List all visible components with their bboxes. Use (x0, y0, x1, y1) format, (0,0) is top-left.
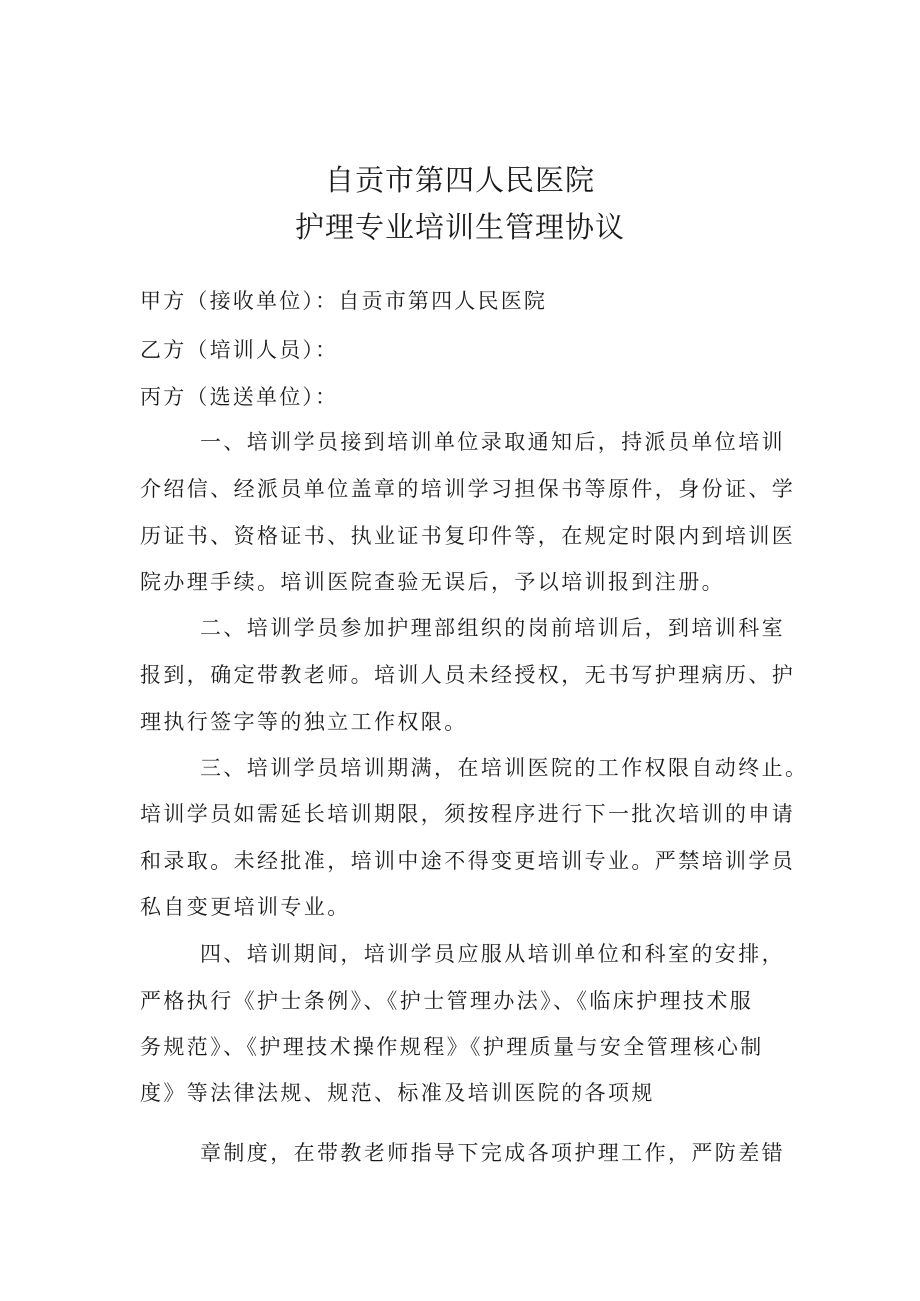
document-title-hospital: 自贡市第四人民医院 (324, 163, 595, 197)
party-c-line: 丙方（选送单位）： (140, 385, 339, 409)
clause-4-line-2: 严格执行《护士条例》、《护士管理办法》、《临床护理技术服 (140, 989, 754, 1013)
clause-4-line-1: 四、培训期间，培训学员应服从培训单位和科室的安排， (200, 942, 785, 966)
clause-2-line-2: 报到，确定带教老师。培训人员未经授权，无书写护理病历、护 (140, 663, 796, 687)
clause-1-line-2: 介绍信、经派员单位盖章的培训学习担保书等原件，身份证、学 (140, 477, 796, 501)
party-b-line: 乙方（培训人员）： (140, 338, 339, 362)
clause-5-line-1: 章制度，在带教老师指导下完成各项护理工作，严防差错 (200, 1141, 785, 1165)
clause-3-line-2: 培训学员如需延长培训期限，须按程序进行下一批次培训的申请 (140, 802, 796, 826)
clause-4-line-4: 度》等法律法规、规范、标准及培训医院的各项规 (140, 1081, 655, 1105)
clause-2-line-1: 二、培训学员参加护理部组织的岗前培训后，到培训科室 (200, 616, 785, 640)
clause-3-line-3: 和录取。未经批准，培训中途不得变更培训专业。严禁培训学员 (140, 849, 796, 873)
clause-3-line-1: 三、培训学员培训期满，在培训医院的工作权限自动终止。 (200, 756, 809, 780)
clause-4-line-3: 务规范》、《护理技术操作规程》《护理质量与安全管理核心制 (140, 1035, 764, 1059)
clause-1-line-3: 历证书、资格证书、执业证书复印件等，在规定时限内到培训医 (140, 524, 796, 548)
party-a-line: 甲方（接收单位）：自贡市第四人民医院 (140, 289, 548, 313)
clause-1-line-1: 一、培训学员接到培训单位录取通知后，持派员单位培训 (200, 430, 785, 454)
clause-1-line-4: 院办理手续。培训医院查验无误后，予以培训报到注册。 (140, 570, 725, 594)
document-title-agreement: 护理专业培训生管理协议 (294, 210, 625, 244)
clause-2-line-3: 理执行签字等的独立工作权限。 (140, 710, 468, 734)
clause-3-line-4: 私自变更培训专业。 (140, 895, 351, 919)
